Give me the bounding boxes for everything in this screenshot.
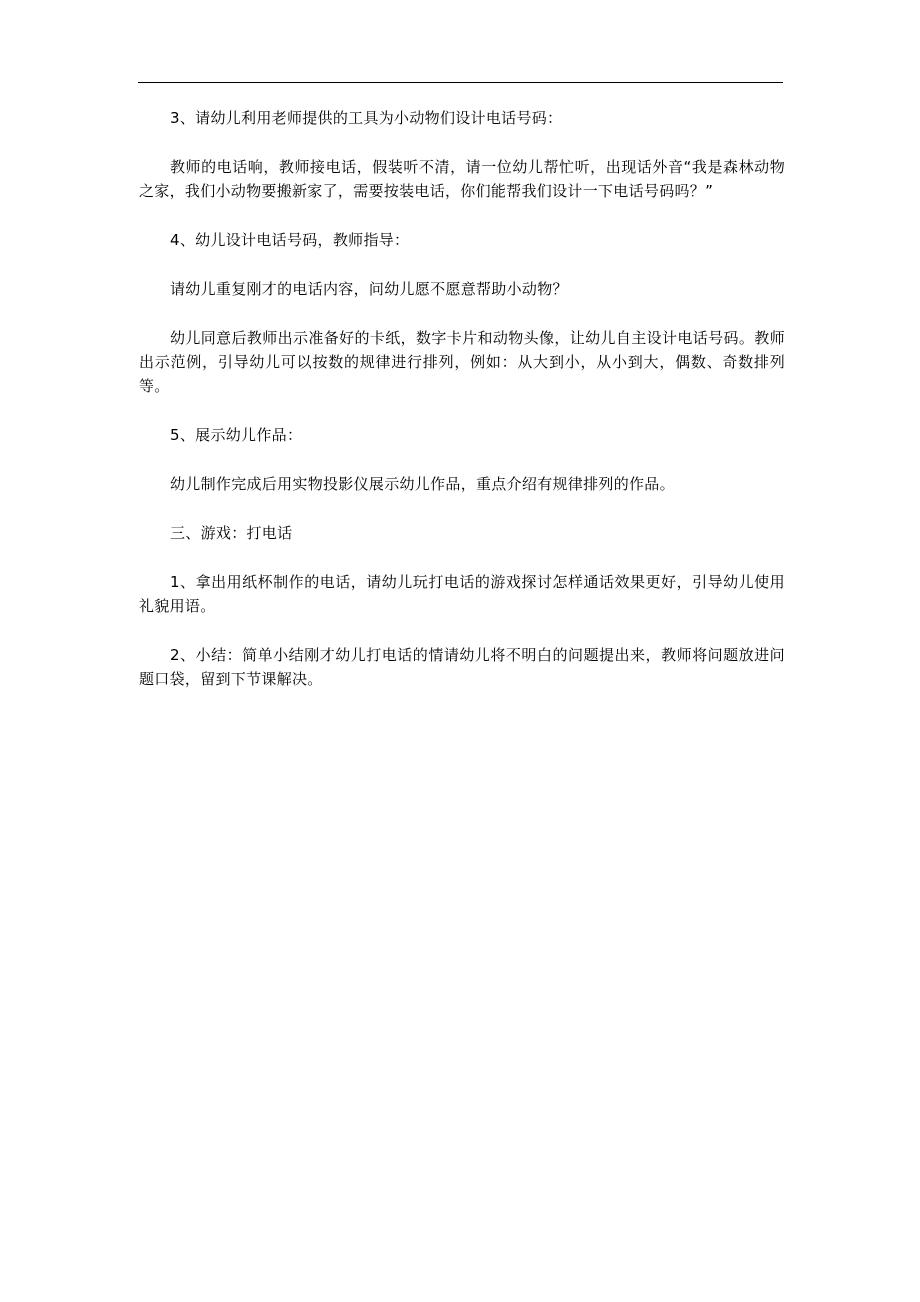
paragraph-step-4: 4、幼儿设计电话号码，教师指导： [170, 231, 410, 249]
paragraph-summary: 2、小结：简单小结刚才幼儿打电话的情请幼儿将不明白的问题提出来，教师将问题放进问题口袋，留到下节课解决。 [139, 646, 785, 688]
paragraph-show-works: 幼儿制作完成后用实物投影仪展示幼儿作品，重点介绍有规律排列的作品。 [170, 475, 675, 493]
paragraph-step-5: 5、展示幼儿作品： [170, 426, 303, 444]
paragraph-step-3: 3、请幼儿利用老师提供的工具为小动物们设计电话号码： [170, 109, 563, 127]
paragraph-repeat-call: 请幼儿重复刚才的电话内容，问幼儿愿不愿意帮助小动物？ [170, 280, 568, 298]
paragraph-phone-call: 教师的电话响，教师接电话，假装听不清，请一位幼儿帮忙听，出现话外音“我是森林动物之家，我们小动物要搬新家了，需要按装电话，你们能帮我们设计一下电话号码吗？” [139, 158, 785, 200]
document-body [139, 106, 785, 691]
section-heading-game: 三、游戏：打电话 [170, 524, 293, 542]
header-rule [138, 82, 783, 83]
paragraph-design-numbers: 幼儿同意后教师出示准备好的卡纸，数字卡片和动物头像，让幼儿自主设计电话号码。教师出示范例，引导幼儿可以按数的规律进行排列，例如：从大到小，从小到大，偶数、奇数排列等。 [139, 329, 785, 395]
paragraph-game-step-1: 1、拿出用纸杯制作的电话，请幼儿玩打电话的游戏探讨怎样通话效果更好，引导幼儿使用礼貌用语。 [139, 573, 785, 615]
